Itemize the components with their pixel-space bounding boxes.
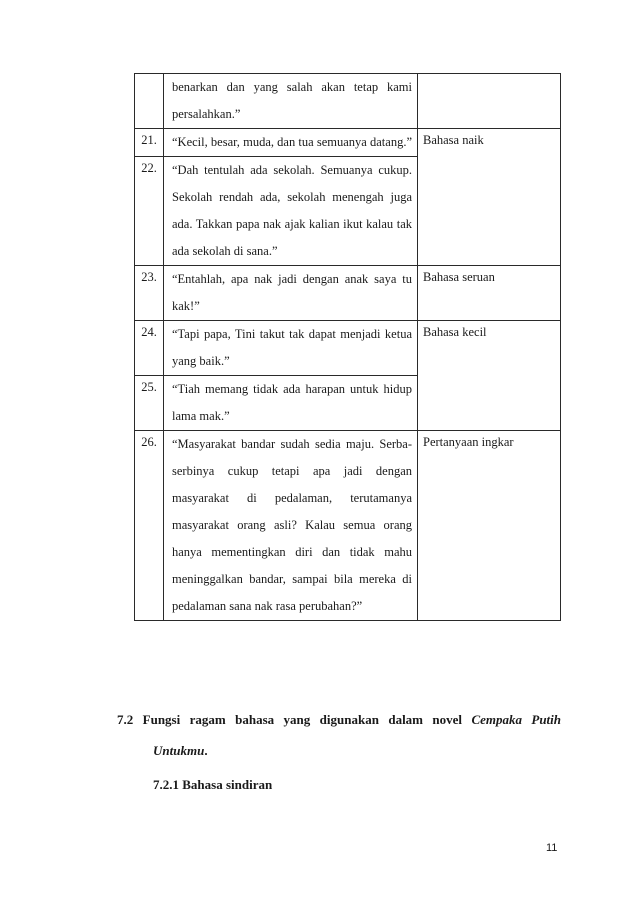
quote-line: meninggalkan bandar, sampai bila mereka di <box>172 572 412 586</box>
category-cell: Pertanyaan ingkar <box>418 431 561 621</box>
quote-cell <box>164 157 418 266</box>
quote-line: kak!” <box>172 299 200 313</box>
analysis-table <box>134 73 561 621</box>
category-cell: Bahasa kecil <box>418 321 561 431</box>
row-number: 21. <box>135 129 164 157</box>
table-row <box>135 74 561 129</box>
quote-line: pedalaman sana nak rasa perubahan?” <box>172 599 363 613</box>
table-row <box>135 431 561 621</box>
novel-title-part-2: Untukmu <box>153 743 205 758</box>
section-number: 7.2 <box>117 712 134 727</box>
row-number <box>135 74 164 129</box>
quote-line: serbinya cukup tetapi apa jadi dengan <box>172 464 412 478</box>
novel-title-part-1: Cempaka Putih <box>471 712 562 727</box>
quote-line: benarkan dan yang salah akan tetap kami <box>172 80 412 94</box>
quote-line: “Dah tentulah ada sekolah. Semuanya cukup. <box>172 163 412 177</box>
section-heading-7-2-continued <box>153 743 208 759</box>
table-row <box>135 129 561 157</box>
quote-line: ada. Takkan papa nak ajak kalian ikut kalau tak <box>172 217 412 231</box>
quote-line: “Entahlah, apa nak jadi dengan anak saya tu <box>172 272 412 286</box>
quote-line: “Tiah memang tidak ada harapan untuk hidup <box>172 382 412 396</box>
quote-line: “Tapi papa, Tini takut tak dapat menjadi ketua <box>172 327 412 341</box>
category-cell: Bahasa naik <box>418 129 561 266</box>
quote-line: ada sekolah di sana.” <box>172 244 278 258</box>
quote-line: lama mak.” <box>172 409 230 423</box>
quote-line: yang baik.” <box>172 354 230 368</box>
quote-line: masyarakat di pedalaman, terutamanya <box>172 491 412 505</box>
quote-line: “Kecil, besar, muda, dan tua semuanya datang.” <box>172 135 412 149</box>
row-number: 23. <box>135 266 164 321</box>
quote-cell <box>164 129 418 157</box>
category-cell <box>418 74 561 129</box>
table-row <box>135 321 561 376</box>
category-cell: Bahasa seruan <box>418 266 561 321</box>
quote-line: masyarakat orang asli? Kalau semua orang <box>172 518 412 532</box>
subsection-heading-7-2-1: 7.2.1 Bahasa sindiran <box>153 777 273 792</box>
quote-line: hanya mementingkan diri dan tidak mahu <box>172 545 412 559</box>
row-number: 25. <box>135 376 164 431</box>
section-heading-7-2 <box>117 712 561 728</box>
row-number: 26. <box>135 431 164 621</box>
quote-cell <box>164 376 418 431</box>
table-row <box>135 266 561 321</box>
page-number: 11 <box>546 842 558 854</box>
quote-line: persalahkan.” <box>172 107 241 121</box>
quote-cell <box>164 321 418 376</box>
quote-cell <box>164 266 418 321</box>
row-number: 24. <box>135 321 164 376</box>
quote-cell <box>164 74 418 129</box>
row-number: 22. <box>135 157 164 266</box>
section-heading-text: Fungsi ragam bahasa yang digunakan dalam novel <box>142 712 463 727</box>
quote-line: Sekolah rendah ada, sekolah menengah juga <box>172 190 412 204</box>
quote-line: “Masyarakat bandar sudah sedia maju. Serba- <box>172 437 412 451</box>
quote-cell <box>164 431 418 621</box>
heading-end: . <box>204 743 208 758</box>
